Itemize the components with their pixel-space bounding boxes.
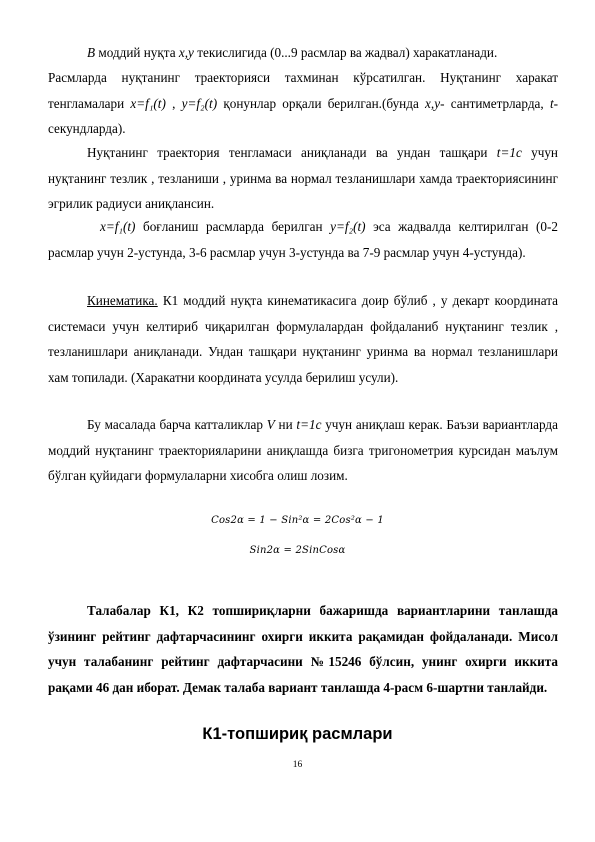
section-title: К1-топшириқ расмлари bbox=[202, 725, 393, 743]
text: эса жадвалда келтирилган (0-2 расмлар учун 2-устунда, 3-6 расмлар учун 3-устунда ва 7-9 расмлар учун 4-устунда). bbox=[48, 219, 558, 260]
equation-y: y=f₂(t) bbox=[330, 219, 366, 234]
text: Бу масалада барча катталиклар bbox=[87, 417, 267, 432]
text: боғланиш расмларда берилган bbox=[135, 219, 331, 234]
time-label: t bbox=[549, 95, 554, 111]
equation-y: y=f₂(t) bbox=[181, 95, 218, 111]
paragraph-task bbox=[48, 140, 558, 217]
text: учун аниқлаш керак. Баъзи вариантларда моддий нуқтанинг траекторияларини аниқлашда бизга тригонометрия курсидан маълум бўлган қуйидаги формулаларни хисобга олиш лозим. bbox=[48, 417, 558, 484]
formula-cos2a: Cos2α = 1 − Sin²α = 2Cos²α − 1 bbox=[211, 515, 384, 526]
kinematics-heading: Кинематика. bbox=[87, 293, 158, 308]
time-value: t=1c bbox=[496, 145, 522, 160]
text: Расмларда нуқтанинг траекторияси тахминан кўрсатилган. Нуқтанинг харакат тенгламалари bbox=[48, 70, 558, 111]
time-value: t=1c bbox=[296, 417, 322, 432]
paragraph-kinematics bbox=[48, 288, 558, 390]
text: К1 моддий нуқта кинематикасига доир бўлиб , у декарт координата системаси учун келтириб чиқарилган формулалардан фойдаланиб нуқтанинг тезлик , тезланишлари аниқланади. Ундан ташқари нуқтанинг уринма ва нормал тезланишлари хам топилади. (Харакатни координата усулда берилиш усули). bbox=[48, 293, 558, 385]
text: қонунлар орқали берилган.(бунда bbox=[217, 95, 426, 111]
text: , bbox=[165, 95, 182, 111]
paragraph-variant-selection: Талабалар К1, К2 топшириқларни бажаришда вариантларини танлашда ўзининг рейтинг дафтарчасининг охирги иккита рақамидан фойдаланади. Мисол учун талабанинг рейтинг дафтарчасини №15246 бўлсин, унинг охирги иккита рақами 46 дан иборат. Демак талаба вариант танлашда 4-расм 6-шартни танлайди. bbox=[48, 603, 558, 695]
page-number: 16 bbox=[292, 760, 303, 770]
plane-label: x,y bbox=[178, 45, 194, 60]
text: учун нуқтанинг тезлик , тезланиши , уринма ва нормал тезланишлари хамда траекториясининг эгрилик радиуси аниқлансин. bbox=[48, 145, 558, 212]
paragraph-relations bbox=[48, 214, 558, 265]
coords-label: x,y bbox=[425, 95, 441, 111]
text: моддий нуқта bbox=[95, 45, 179, 60]
paragraph-trajectory bbox=[48, 65, 558, 142]
text: текислигида (0...9 расмлар ва жадвал) харакатланади. bbox=[193, 45, 498, 60]
formula-sin2a: Sin2α = 2SinCosα bbox=[249, 545, 346, 556]
paragraph-intro bbox=[48, 40, 558, 66]
point-label: B bbox=[87, 45, 96, 60]
velocity-symbol: V bbox=[266, 417, 275, 432]
text: ни bbox=[274, 417, 297, 432]
paragraph-problem bbox=[48, 412, 558, 489]
text: - секундларда). bbox=[48, 95, 559, 137]
text: Нуқтанинг траектория тенгламаси аниқланади ва ундан ташқари bbox=[87, 145, 497, 160]
equation-x: x=f₁(t) bbox=[130, 95, 166, 111]
text: - сантиметрларда, bbox=[440, 95, 550, 111]
equation-x: x=f₁(t) bbox=[100, 219, 136, 234]
